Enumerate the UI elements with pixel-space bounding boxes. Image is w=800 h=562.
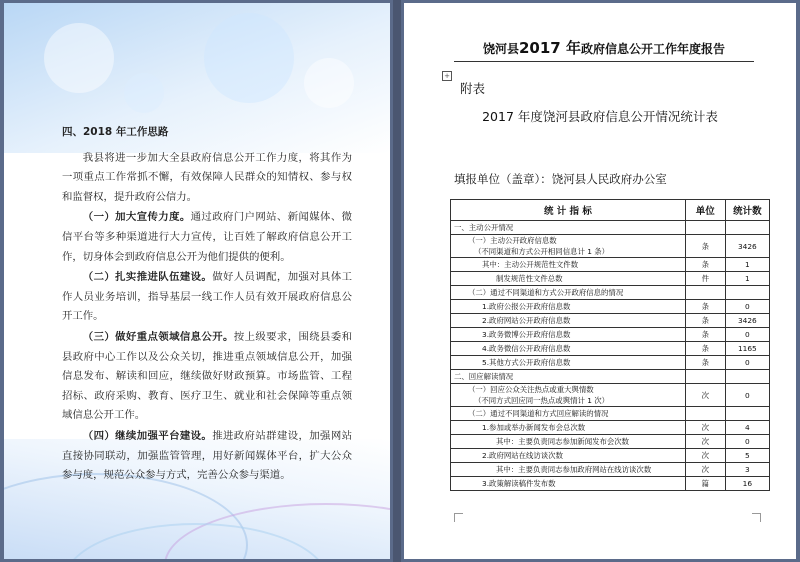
row-label: 制发规范性文件总数: [496, 274, 563, 283]
header-unit: 单位: [685, 200, 725, 221]
row-label: 一、主动公开情况: [454, 223, 514, 232]
table-row: [451, 477, 770, 491]
row-label: 4.政务微信公开政府信息数: [482, 344, 571, 353]
row-label-note: （不同方式回应同一热点或舆情计 1 次）: [474, 396, 610, 405]
row-indicator: [451, 235, 686, 258]
header-year: 2017 年: [519, 39, 581, 57]
row-value: [725, 286, 769, 300]
row-label-note: （不同渠道和方式公开相同信息计 1 条）: [474, 247, 610, 256]
paragraph-title: （二）扎实推进队伍建设。: [82, 271, 213, 284]
row-unit: 次: [685, 384, 725, 407]
row-unit: 次: [685, 435, 725, 449]
table-row: [451, 356, 770, 370]
table-row: [451, 272, 770, 286]
table-row: [451, 235, 770, 258]
table-row: [451, 407, 770, 421]
intro-paragraph: 我县将进一步加大全县政府信息公开工作力度，将其作为一项重点工作常抓不懈，有效保障人民群众的知情权、参与权和监督权，提升政府公信力。: [62, 151, 352, 203]
row-indicator: [451, 286, 686, 300]
filing-unit: 填报单位（盖章）：饶河县人民政府办公室: [454, 172, 667, 186]
paragraph-title: （四）继续加强平台建设。: [82, 429, 213, 442]
row-indicator: [451, 221, 686, 235]
row-value: 0: [725, 384, 769, 407]
row-value: 1: [725, 272, 769, 286]
row-indicator: [451, 421, 686, 435]
row-label: （二）通过不同渠道和方式回应解读的情况: [468, 409, 609, 418]
table-row: [451, 463, 770, 477]
row-unit: [685, 286, 725, 300]
row-indicator: [451, 300, 686, 314]
row-value: 4: [725, 421, 769, 435]
row-unit: 条: [685, 328, 725, 342]
statistics-table: [450, 199, 770, 491]
row-value: 0: [725, 356, 769, 370]
row-label: 2.政府网站在线访谈次数: [482, 451, 563, 460]
section-heading: 四、2018 年工作思路: [62, 126, 169, 138]
row-unit: 条: [685, 342, 725, 356]
row-value: 0: [725, 328, 769, 342]
row-value: [725, 370, 769, 384]
row-indicator: [451, 328, 686, 342]
paragraph-title: （三）做好重点领域信息公开。: [82, 330, 234, 343]
paragraph-body: 按上级要求，围绕县委和县政府中心工作以及公众关切，推进重点领域信息公开，加强信息发布、解读和回应，继续做好财政预算。市场监管、工程招标、政府采购、教育、医疗卫生、就业和社会保障等重点领域信息公开工作。: [62, 330, 353, 422]
row-indicator: [451, 407, 686, 421]
row-unit: 条: [685, 258, 725, 272]
row-label: 2.政府网站公开政府信息数: [482, 316, 571, 325]
table-row: [451, 221, 770, 235]
row-value: 16: [725, 477, 769, 491]
table-title: 2017 年度饶河县政府信息公开情况统计表: [482, 109, 718, 124]
running-header: [454, 37, 754, 62]
row-label: 二、回应解读情况: [454, 372, 514, 381]
page-corner-mark: [454, 513, 463, 522]
table-row: [451, 328, 770, 342]
row-unit: 次: [685, 463, 725, 477]
row-value: 3426: [725, 314, 769, 328]
row-unit: [685, 221, 725, 235]
bokeh-circle: [124, 73, 164, 113]
bokeh-circle: [304, 58, 354, 108]
row-indicator: [451, 314, 686, 328]
row-label: 1.政府公报公开政府信息数: [482, 302, 571, 311]
row-value: [725, 221, 769, 235]
row-value: 3: [725, 463, 769, 477]
row-label: 5.其他方式公开政府信息数: [482, 358, 571, 367]
row-value: 5: [725, 449, 769, 463]
header-indicator: 统 计 指 标: [451, 200, 686, 221]
header-prefix: 饶河县: [482, 42, 519, 56]
row-label: （一）回应公众关注热点或重大舆情数: [468, 385, 594, 394]
row-unit: 条: [685, 314, 725, 328]
row-indicator: [451, 370, 686, 384]
row-indicator: [451, 356, 686, 370]
table-row: [451, 449, 770, 463]
paragraph-body: 做好人员调配，加强对具体工作人员业务培训，指导基层一线工作人员有效开展政府信息公开工作。: [62, 271, 352, 323]
page-gutter: [393, 0, 401, 562]
table-row: [451, 300, 770, 314]
row-label: 1.参加或举办新闻发布会总次数: [482, 423, 586, 432]
row-label: 3.政务微博公开政府信息数: [482, 330, 571, 339]
row-value: 3426: [725, 235, 769, 258]
row-indicator: [451, 463, 686, 477]
table-move-handle-icon[interactable]: +: [442, 71, 452, 81]
row-value: 0: [725, 435, 769, 449]
row-unit: 条: [685, 356, 725, 370]
row-indicator: [451, 384, 686, 407]
table-row: [451, 421, 770, 435]
row-label: 其中：主动公开规范性文件数: [482, 260, 579, 269]
row-label: 其中：主要负责同志参加政府网站在线访谈次数: [496, 465, 652, 474]
row-unit: 条: [685, 235, 725, 258]
row-unit: 次: [685, 421, 725, 435]
right-page: [404, 3, 796, 559]
bokeh-circle: [204, 13, 294, 103]
paragraph-publicity: [62, 208, 352, 267]
header-count: 统计数: [725, 200, 769, 221]
row-unit: 件: [685, 272, 725, 286]
header-suffix: 政府信息公开工作年度报告: [580, 42, 725, 56]
appendix-label: 附表: [460, 81, 486, 96]
row-indicator: [451, 449, 686, 463]
row-value: 1165: [725, 342, 769, 356]
bokeh-circle: [44, 23, 114, 93]
row-indicator: [451, 342, 686, 356]
left-page: [4, 3, 390, 559]
table-row: [451, 314, 770, 328]
row-unit: [685, 370, 725, 384]
row-label: 3.政策解读稿件发布数: [482, 479, 556, 488]
page-corner-mark: [752, 513, 761, 522]
paragraph-platform: [62, 427, 352, 486]
row-unit: 条: [685, 300, 725, 314]
row-indicator: [451, 435, 686, 449]
row-label: （二）通过不同渠道和方式公开政府信息的情况: [468, 288, 624, 297]
table-row: [451, 258, 770, 272]
table-row: [451, 342, 770, 356]
row-unit: [685, 407, 725, 421]
row-indicator: [451, 477, 686, 491]
row-label: （一）主动公开政府信息数: [468, 236, 557, 245]
paragraph-team: [62, 268, 352, 327]
paragraph-title: （一）加大宣传力度。: [82, 211, 191, 224]
paragraph-body: 通过政府门户网站、新闻媒体、微信平台等多种渠道进行大力宣传，让百姓了解政府信息公开工作，切身体会到政府信息公开为他们提供的便利。: [62, 211, 353, 263]
row-indicator: [451, 258, 686, 272]
work-plan-text: [62, 123, 352, 487]
table-header-row: [451, 200, 770, 221]
row-indicator: [451, 272, 686, 286]
row-label: 其中：主要负责同志参加新闻发布会次数: [496, 437, 630, 446]
row-value: 1: [725, 258, 769, 272]
row-value: [725, 407, 769, 421]
row-unit: 次: [685, 449, 725, 463]
paragraph-body: 推进政府站群建设，加强网站直接协同联动，加强监管管理，用好新闻媒体平台，扩大公众参与度，规范公众参与方式，完善公众参与渠道。: [62, 429, 352, 482]
table-row: [451, 370, 770, 384]
table-row: [451, 286, 770, 300]
paragraph-key-areas: [62, 328, 352, 426]
row-value: 0: [725, 300, 769, 314]
row-unit: 篇: [685, 477, 725, 491]
table-row: [451, 435, 770, 449]
table-row: [451, 384, 770, 407]
